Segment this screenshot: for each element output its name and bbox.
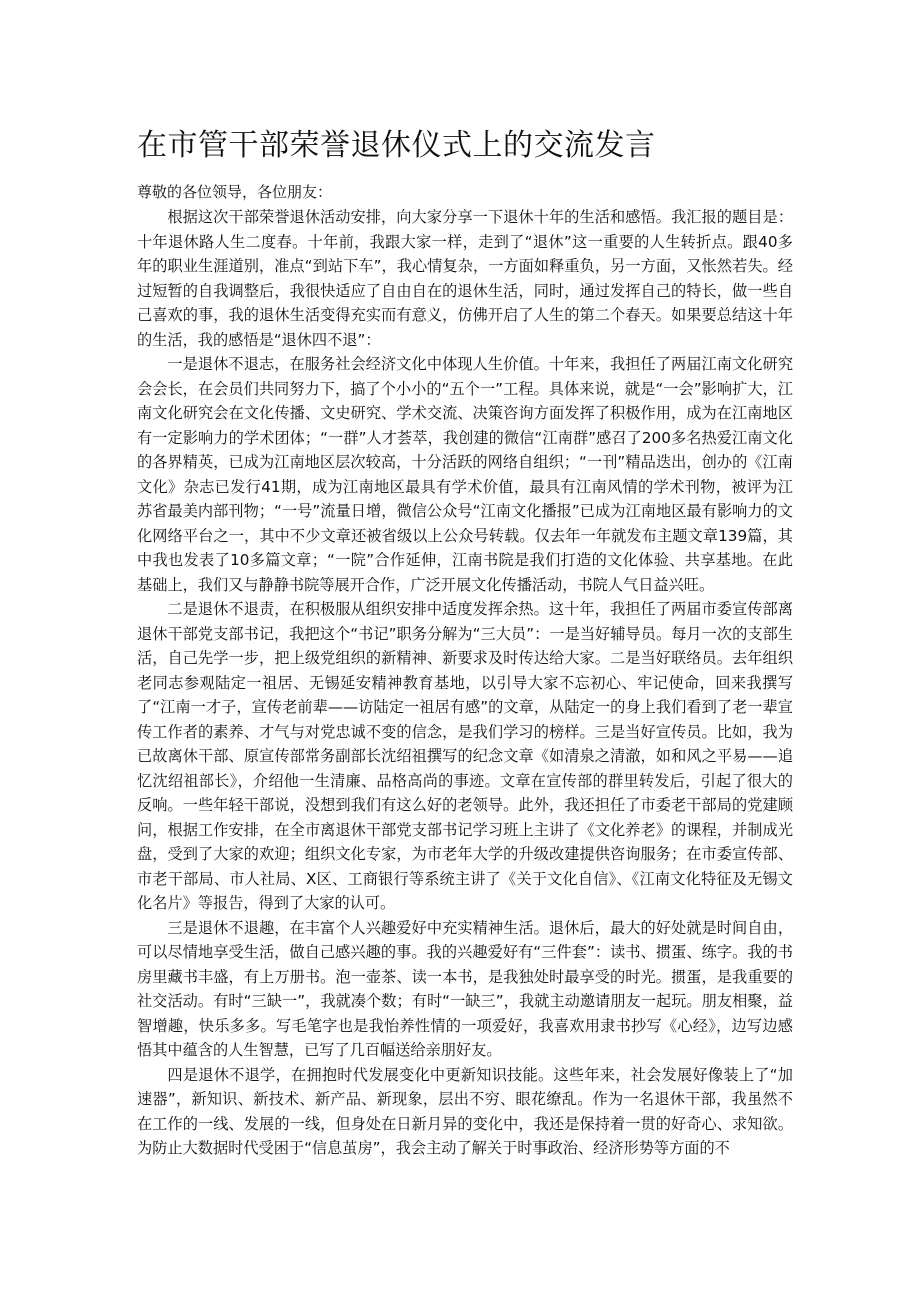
paragraph-point-3: 三是退休不退趣，在丰富个人兴趣爱好中充实精神生活。退休后，最大的好处就是时间自由，可以尽情地享受生活，做自己感兴趣的事。我的兴趣爱好有“三件套”：读书、掼蛋、练字。我的书房里藏书丰盛，有上万册书。泡一壶茶、读一本书，是我独处时最享受的时光。掼蛋，是我重要的社交活动。有时“三缺一”，我就凑个数；有时“一缺三”，我就主动邀请朋友一起玩。朋友相聚，益智增趣，快乐多多。写毛笔字也是我怡养性情的一项爱好，我喜欢用隶书抄写《心经》，边写边感悟其中蕴含的人生智慧，已写了几百幅送给亲朋好友。 — [137, 918, 793, 1059]
paragraph-point-2: 二是退休不退责，在积极服从组织安排中适度发挥余热。这十年，我担任了两届市委宣传部离退休干部党支部书记，我把这个“书记”职务分解为“三大员”：一是当好辅导员。每月一次的支部生活，自己先学一步，把上级党组织的新精神、新要求及时传达给大家。二是当好联络员。去年组织老同志参观陆定一祖居、无锡延安精神教育基地，以引导大家不忘初心、牢记使命，回来我撰写了“江南一才子，宣传老前辈——访陆定一祖居有感”的文章，从陆定一的身上我们看到了老一辈宣传工作者的素养、才气与对党忠诚不变的信念，是我们学习的榜样。三是当好宣传员。比如，我为已故离休干部、原宣传部常务副部长沈绍祖撰写的纪念文章《如清泉之清澈，如和风之平易——追忆沈绍祖部长》，介绍他一生清廉、品格高尚的事迹。文章在宣传部的群里转发后，引起了很大的反响。一些年轻干部说，没想到我们有这么好的老领导。此外，我还担任了市委老干部局的党建顾问，根据工作安排，在全市离退休干部党支部书记学习班上主讲了《文化养老》的课程，并制成光盘，受到了大家的欢迎；组织文化专家，为市老年大学的升级改建提供咨询服务；在市委宣传部、市老干部局、市人社局、X区、工商银行等系统主讲了《关于文化自信》、《江南文化特征及无锡文化名片》等报告，得到了大家的认可。 — [137, 600, 793, 912]
salutation: 尊敬的各位领导，各位朋友： — [137, 183, 333, 201]
paragraph-intro: 根据这次干部荣誉退休活动安排，向大家分享一下退休十年的生活和感悟。我汇报的题目是：十年退休路人生二度春。十年前，我跟大家一样，走到了“退休”这一重要的人生转折点。跟40多年的职业生涯道别，准点“到站下车”，我心情复杂，一方面如释重负，另一方面，又怅然若失。经过短暂的自我调整后，我很快适应了自由自在的退休生活，同时，通过发挥自己的特长，做一些自己喜欢的事，我的退休生活变得充实而有意义，仿佛开启了人生的第二个春天。如果要总结这十年的生活，我的感悟是“退休四不退”： — [137, 208, 793, 349]
document-title: 在市管干部荣誉退休仪式上的交流发言 — [137, 128, 656, 163]
paragraph-point-1: 一是退休不退志，在服务社会经济文化中体现人生价值。十年来，我担任了两届江南文化研究会会长，在会员们共同努力下，搞了个小小的“五个一”工程。具体来说，就是“一会”影响扩大，江南文化研究会在文化传播、文史研究、学术交流、决策咨询方面发挥了积极作用，成为在江南地区有一定影响力的学术团体；“一群”人才荟萃，我创建的微信“江南群”感召了200多名热爱江南文化的各界精英，已成为江南地区层次较高，十分活跃的网络自组织；“一刊”精品迭出，创办的《江南文化》杂志已发行41期，成为江南地区最具有学术价值，最具有江南风情的学术刊物，被评为江苏省最美内部刊物；“一号”流量日增，微信公众号“江南文化播报”已成为江南地区最有影响力的文化网络平台之一，其中不少文章还被省级以上公众号转载。仅去年一年就发布主题文章139篇，其中我也发表了10多篇文章；“一院”合作延伸，江南书院是我们打造的文化体验、共享基地。在此基础上，我们又与静静书院等展开合作，广泛开展文化传播活动，书院人气日益兴旺。 — [137, 355, 793, 594]
paragraph-point-4: 四是退休不退学，在拥抱时代发展变化中更新知识技能。这些年来，社会发展好像装上了“加速器”，新知识、新技术、新产品、新现象，层出不穷、眼花缭乱。作为一名退休干部，我虽然不在工作的一线、发展的一线，但身处在日新月异的变化中，我还是保持着一贯的好奇心、求知欲。为防止大数据时代受困于“信息茧房”，我会主动了解关于时事政治、经济形势等方面的不 — [137, 1065, 793, 1157]
document-body — [137, 205, 793, 1161]
